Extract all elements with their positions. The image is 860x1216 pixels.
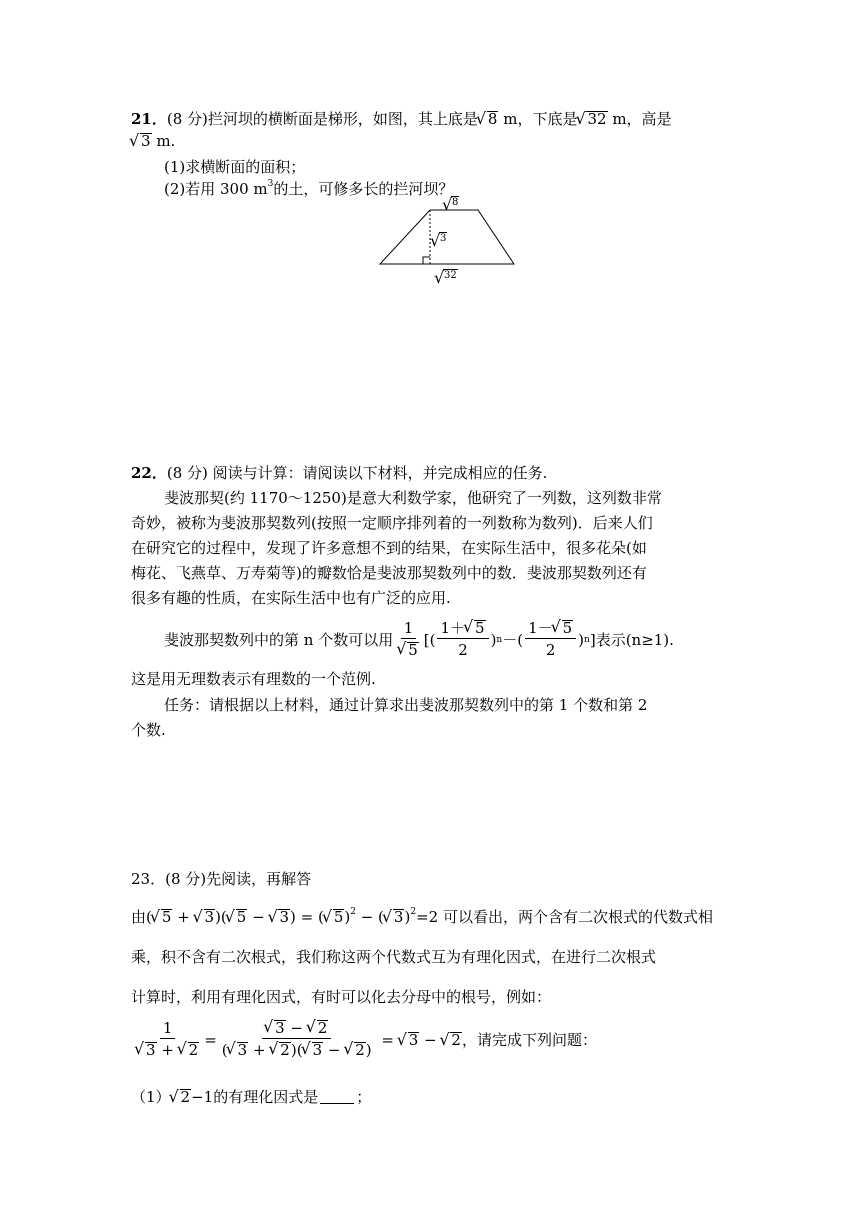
- fig-label-bottom-value: 32: [444, 270, 457, 281]
- sqrt5-value-3: 5: [562, 619, 573, 637]
- ex-right-den-sqrt2-a: 2: [280, 1041, 290, 1059]
- frac-one-over-sqrt5: [395, 618, 422, 661]
- formula-left-bracket: [(: [423, 630, 436, 649]
- q21-stem-text-b: m，下底是: [498, 110, 578, 128]
- q23-l1-eq: ) = (: [290, 908, 324, 926]
- fig-label-bottom: [436, 269, 458, 281]
- ex-right-num: √ 3 − √ 2: [262, 1018, 331, 1039]
- sqrt5-a: [152, 908, 173, 926]
- q22-task-line1: 任务：请根据以上材料，通过计算求出斐波那契数列中的第 1 个数和第 2: [164, 696, 648, 714]
- formula-close-paren-1: ): [490, 630, 497, 649]
- fig-label-top: [444, 196, 459, 208]
- ex-right-den: (√ 3 + √ 2)(√ 3 − √ 2): [219, 1039, 375, 1061]
- formula-right-bracket: ]: [589, 630, 596, 649]
- q22-p1-line1: 斐波那契(约 1170～1250)是意大利数学家，他研究了一列数，这列数非常: [164, 489, 662, 507]
- q23-sqrt5-b-value: 5: [236, 908, 247, 926]
- q22-formula-line: 斐波那契数列中的第 n 个数可以用 1 √ 5 [( $\frac{1+√ 5}{2}$ ) n －( $\frac{1-√ 5}{2}$ ) n ] 表示(n≥1).: [164, 618, 674, 661]
- frac-num-plus: [437, 618, 488, 639]
- frac-num-minus: [525, 618, 576, 639]
- sqrt3-a: [195, 908, 216, 926]
- q23-line1: 由(√ 5 + √ 3)(√ 5 − √ 3) = (√ 5)$^2$ − (√ 3)$^2$=2 可以看出，两个含有二次根式的代数式相: [131, 906, 713, 927]
- frac-den-two-2: 2: [545, 641, 556, 659]
- frac-den-two: 2: [458, 641, 468, 659]
- q21-stem-line1: [131, 108, 672, 129]
- ex-right-num-sqrt2: 2: [317, 1019, 328, 1037]
- ex-right-den-sqrt2-b: 2: [355, 1041, 365, 1059]
- q23-square-1: 2: [350, 907, 356, 917]
- q23-line2: 乘，积不含有二次根式，我们称这两个代数式互为有理化因式，在进行二次根式: [131, 948, 657, 966]
- q21-top-base-value: 8: [487, 110, 498, 128]
- ex-right-den-sqrt3-a: 3: [237, 1041, 248, 1059]
- trapezoid-figure: [376, 196, 518, 286]
- q22-p1-line3: 在研究它的过程中，发现了许多意想不到的结果，在实际生活中，很多花朵(如: [131, 539, 647, 557]
- ex-left-sqrt3: 3: [146, 1041, 156, 1059]
- q22-title: 阅读与计算：请阅读以下材料，并完成相应的任务.: [207, 464, 548, 482]
- ex-eq-2: = √ 3 − √ 2: [377, 1031, 462, 1049]
- q23-part1-post: 的有理化因式是: [213, 1088, 319, 1106]
- q23-l1-pre: 由: [131, 908, 147, 926]
- q23-sqrt3-a-value: 3: [204, 908, 215, 926]
- ex-frac-right: [219, 1018, 375, 1061]
- q23-sqrt3-b-value: 3: [279, 908, 289, 926]
- q21-part2-text-a: (2)若用 300 m: [164, 180, 268, 198]
- sqrt5-c: [324, 908, 345, 926]
- q22-p2: 这是用无理数表示有理数的一个范例.: [131, 670, 376, 688]
- frac-num-plus-text: 1＋: [440, 619, 466, 637]
- q23-square-2: 2: [410, 907, 417, 917]
- q21-stem-text-d: m.: [151, 132, 176, 150]
- q22-header: [131, 462, 547, 483]
- q22-score: (8 分): [166, 464, 208, 482]
- sqrt-height: [131, 132, 152, 150]
- q23-part1-sqrt2: 2: [180, 1088, 191, 1106]
- q23-l1-paren-mid: )(: [215, 908, 227, 926]
- frac-one-plus-sqrt5: [437, 618, 488, 661]
- fig-label-height: [432, 232, 447, 244]
- q22-task-line2: 个数.: [131, 721, 166, 739]
- sqrt-bottom-base: [577, 110, 607, 128]
- formula-minus: －(: [502, 631, 524, 649]
- q23-l1-plus: +: [172, 908, 195, 926]
- ex-right-num-sqrt3: 3: [275, 1019, 285, 1037]
- formula-outro: 表示(n≥1).: [595, 631, 674, 649]
- q23-sqrt5-c-value: 5: [333, 908, 344, 926]
- ex-right-den-sqrt3-b: 3: [312, 1041, 323, 1059]
- q21-part2-text-b: 的土，可修多长的拦河坝？: [273, 180, 454, 198]
- q23-part1-pre: （1）: [131, 1088, 171, 1106]
- q21-stem-line2: [131, 132, 175, 150]
- fig-label-height-value: 3: [440, 233, 447, 244]
- frac-num-one: 1: [401, 618, 417, 639]
- ex-left-sqrt2: 2: [188, 1041, 199, 1059]
- q21-stem-text-a: 拦河坝的横断面是梯形，如图，其上底是: [207, 110, 478, 128]
- formula-intro: 斐波那契数列中的第 n 个数可以用: [164, 631, 394, 649]
- formula-close-paren-2: ): [578, 630, 585, 649]
- q21-number: 21．: [131, 110, 167, 128]
- q22-p1-line4: 梅花、飞燕草、万寿菊等)的瓣数恰是斐波那契数列中的数．斐波那契数列还有: [131, 564, 647, 582]
- ex-left-num: 1: [160, 1018, 176, 1039]
- right-angle-mark: [423, 257, 430, 264]
- sqrt5-value-2: 5: [475, 619, 485, 637]
- q21-part1: (1)求横断面的面积；: [164, 158, 306, 176]
- ex-result-sqrt2: 2: [451, 1030, 461, 1049]
- frac-num-minus-text: 1－: [528, 619, 553, 637]
- q23-part1: （1）√ 2−1的有理化因式是 ；: [131, 1086, 371, 1107]
- q21-height-value: 3: [141, 132, 151, 150]
- ex-left-den: √ 3 + √ 2: [133, 1039, 202, 1061]
- q23-l1-paren-open: (: [146, 908, 152, 926]
- q22-p1-line5: 很多有趣的性质，在实际生活中也有广泛的应用.: [131, 589, 451, 607]
- answer-blank[interactable]: [320, 1089, 354, 1104]
- sqrt2-part1: [171, 1088, 192, 1106]
- q23-header: 23．(8 分)先阅读，再解答: [131, 870, 312, 888]
- q21-score: (8 分): [166, 110, 208, 128]
- q23-l1-result: =2 可以看出，两个含有二次根式的代数式相: [416, 908, 713, 926]
- q23-sqrt3-c-value: 3: [393, 908, 404, 926]
- ex-result-sqrt3: 3: [408, 1030, 419, 1049]
- q23-l1-minus2: − (: [355, 908, 384, 926]
- ex-frac-left: [133, 1018, 202, 1061]
- sqrt3-c: [384, 908, 405, 926]
- sqrt5-value: 5: [408, 641, 418, 659]
- q21-stem-text-c: m，高是: [607, 110, 672, 128]
- q22-number: 22．: [131, 464, 167, 482]
- q23-line3: 计算时，利用有理化因式，有时可以化去分母中的根号，例如：: [131, 988, 552, 1006]
- sqrt3-b: [269, 908, 290, 926]
- q21-part2-sup: 3: [267, 179, 274, 189]
- q23-part1-end: ；: [356, 1088, 372, 1106]
- ex-post-text: ，请完成下列问题：: [461, 1031, 597, 1049]
- sqrt-top-base: [478, 110, 499, 128]
- q23-l1-minus: −: [247, 908, 270, 926]
- sqrt5-b: [227, 908, 248, 926]
- fig-label-top-value: 8: [452, 197, 459, 208]
- frac-den-sqrt5: [395, 639, 422, 661]
- q23-sqrt5-a-value: 5: [161, 908, 172, 926]
- q21-bottom-base-value: 32: [587, 110, 607, 128]
- frac-one-minus-sqrt5: [525, 618, 576, 661]
- ex-eq-1: =: [204, 1030, 217, 1049]
- q22-p1-line2: 奇妙，被称为斐波那契数列(按照一定顺序排列着的一列数称为数列)．后来人们: [131, 514, 653, 532]
- q23-example: [131, 1018, 597, 1061]
